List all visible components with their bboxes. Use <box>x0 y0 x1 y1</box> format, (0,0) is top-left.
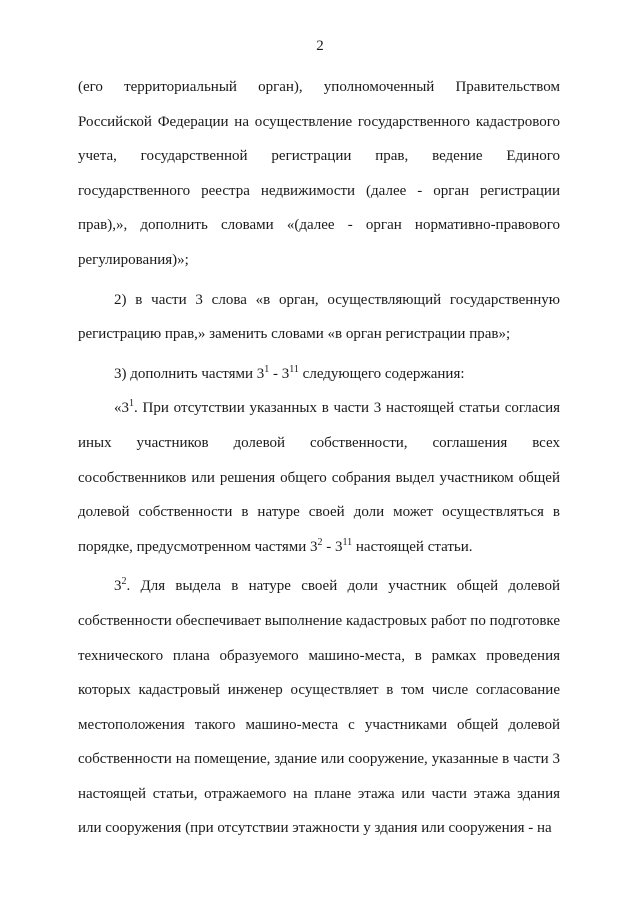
text-run: следующего содержания: <box>298 365 465 382</box>
text-run: настоящей статьи. <box>352 538 473 555</box>
superscript-index: 11 <box>289 363 299 375</box>
text-run: . Для выдела в натуре своей доли участник общей долевой собственности обеспечивает выполнение кадастровых работ по подготовке технического плана образуемого машино-места, в рамках проведения которых кадастровый инженер осуществляет в том числе согласование местоположения такого машино-места с участниками общей долевой собственности на помещение, здание или сооружение, указанные в части 3 настоящей статьи, отражаемого на плане этажа или части этажа здания или сооружения (при отсутствии этажности у здания или сооружения - на <box>78 578 560 837</box>
document-body <box>78 70 560 846</box>
text-run: 3 <box>114 578 122 595</box>
paragraph-4 <box>78 391 560 564</box>
text-run: 2) в части 3 слова «в орган, осуществляющий государственную регистрацию прав,» заменить словами «в орган регистрации прав»; <box>78 291 560 343</box>
superscript-index: 2 <box>317 536 323 548</box>
text-run: (его территориальный орган), уполномоченный Правительством Российской Федерации на осуществление государственного кадастрового учета, государственной регистрации прав, ведение Единого государственного реестра недвижимости (далее - орган регистрации прав),», дополнить словами «(далее - орган нормативно-правового регулирования)»; <box>78 79 560 268</box>
paragraph-3 <box>78 357 560 392</box>
superscript-index: 2 <box>121 576 127 588</box>
page-number: 2 <box>316 38 324 54</box>
text-run: 3) дополнить частями 3 <box>114 365 265 382</box>
paragraph-2 <box>78 283 560 352</box>
paragraph-5 <box>78 569 560 846</box>
text-run: - 3 <box>269 365 290 382</box>
paragraph-1 <box>78 70 560 278</box>
text-run: . При отсутствии указанных в части 3 настоящей статьи согласия иных участников долевой собственности, соглашения всех сособственников или решения общего собрания выдел участником общей долевой собственности в натуре своей доли может осуществляться в порядке, предусмотренном частями 3 <box>78 400 560 555</box>
superscript-index: 1 <box>129 398 134 410</box>
superscript-index: 11 <box>342 536 353 548</box>
superscript-index: 1 <box>264 363 270 375</box>
text-run: «3 <box>114 400 129 417</box>
text-run: - 3 <box>322 538 343 555</box>
